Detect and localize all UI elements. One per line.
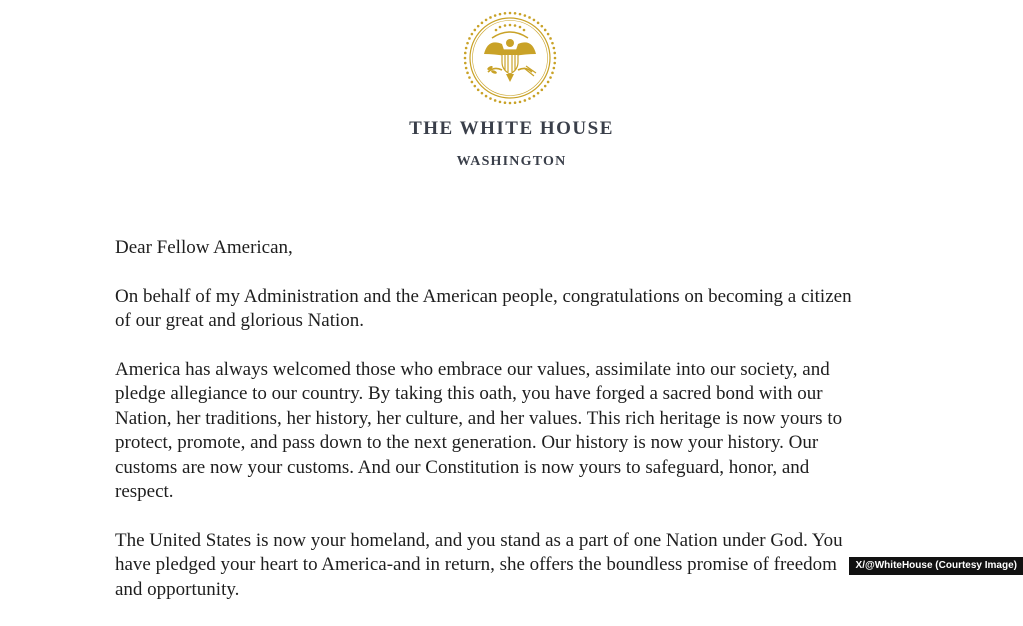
paragraph-2-line: pledge allegiance to our country. By taking this oath, you have forged a sacred bond with our xyxy=(115,383,823,404)
paragraph-3 xyxy=(115,529,915,603)
paragraph-1-line: of our great and glorious Nation. xyxy=(115,310,365,331)
letterhead-subtitle: WASHINGTON xyxy=(456,154,567,169)
paragraph-3-line: The United States is now your homeland, and you stand as a part of one Nation under God. You xyxy=(115,529,843,551)
image-credit: X/@WhiteHouse (Courtesy Image) xyxy=(849,557,1023,575)
presidential-seal-icon xyxy=(462,10,558,106)
paragraph-2-line: respect. xyxy=(115,481,174,502)
paragraph-1-line: On behalf of my Administration and the American people, congratulations on becoming a citizen xyxy=(115,285,852,307)
letter-body xyxy=(115,236,915,626)
paragraph-1 xyxy=(115,285,915,334)
paragraph-3-line: have pledged your heart to America-and in return, she offers the boundless promise of freedom xyxy=(115,554,837,575)
paragraph-2-line: Nation, her traditions, her history, her culture, and her values. This rich heritage is now yours to xyxy=(115,407,843,429)
letterhead-title: THE WHITE HOUSE xyxy=(409,118,614,139)
paragraph-2 xyxy=(115,358,915,505)
paragraph-3-line: and opportunity. xyxy=(115,578,240,600)
paragraph-2-line: protect, promote, and pass down to the next generation. Our history is now your history. Our xyxy=(115,432,819,453)
paragraph-2-line: America has always welcomed those who embrace our values, assimilate into our society, and xyxy=(115,358,830,380)
salutation: Dear Fellow American, xyxy=(115,237,293,258)
paragraph-2-line: customs are now your customs. And our Constitution is now yours to safeguard, honor, and xyxy=(115,456,810,478)
